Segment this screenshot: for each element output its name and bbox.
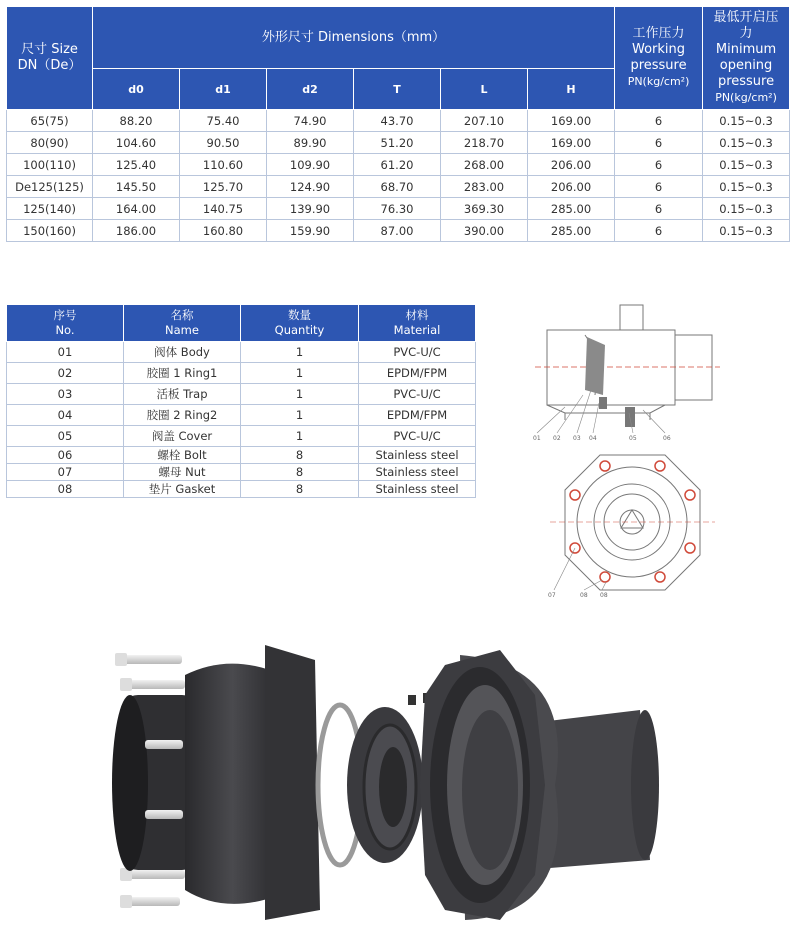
table-cell: 6 bbox=[615, 220, 703, 242]
table-cell: Stainless steel bbox=[359, 464, 476, 481]
table-row bbox=[7, 110, 790, 132]
table-cell: 8 bbox=[241, 464, 359, 481]
front-label-07: 07 bbox=[548, 592, 556, 599]
table-cell: 61.20 bbox=[354, 154, 441, 176]
table-cell: 6 bbox=[615, 176, 703, 198]
valve-front-drawing bbox=[540, 450, 720, 600]
table-cell: 0.15~0.3 bbox=[703, 198, 790, 220]
table-cell: 74.90 bbox=[267, 110, 354, 132]
table-cell: 186.00 bbox=[93, 220, 180, 242]
dimensions-table bbox=[6, 6, 790, 242]
table-cell: PVC-U/C bbox=[359, 342, 476, 363]
col-h: H bbox=[528, 69, 615, 110]
col-d2: d2 bbox=[267, 69, 354, 110]
table-row bbox=[7, 405, 476, 426]
col-d0: d0 bbox=[93, 69, 180, 110]
table-cell: EPDM/FPM bbox=[359, 405, 476, 426]
table-cell: 75.40 bbox=[180, 110, 267, 132]
table-cell: 140.75 bbox=[180, 198, 267, 220]
name-header: 名称 Name bbox=[124, 305, 241, 342]
table-cell: 43.70 bbox=[354, 110, 441, 132]
min-opening-pressure-header: 最低开启压 力 Minimum opening pressure PN(kg/cm²) bbox=[703, 7, 790, 110]
table-cell: 145.50 bbox=[93, 176, 180, 198]
table-cell: 04 bbox=[7, 405, 124, 426]
front-label-08b: 08 bbox=[600, 592, 608, 599]
table-cell: 207.10 bbox=[441, 110, 528, 132]
table-row bbox=[7, 447, 476, 464]
table-cell: 03 bbox=[7, 384, 124, 405]
table-cell: 169.00 bbox=[528, 132, 615, 154]
table-cell: 0.15~0.3 bbox=[703, 132, 790, 154]
table-cell: PVC-U/C bbox=[359, 384, 476, 405]
table-row bbox=[7, 220, 790, 242]
table-cell: 02 bbox=[7, 363, 124, 384]
table-cell: 110.60 bbox=[180, 154, 267, 176]
table-cell: 109.90 bbox=[267, 154, 354, 176]
table-cell: 124.90 bbox=[267, 176, 354, 198]
table-cell: 螺母 Nut bbox=[124, 464, 241, 481]
table-cell: 104.60 bbox=[93, 132, 180, 154]
table-cell: 1 bbox=[241, 363, 359, 384]
valve-section-drawing bbox=[525, 295, 725, 445]
table-cell: 垫片 Gasket bbox=[124, 481, 241, 498]
table-cell: 68.70 bbox=[354, 176, 441, 198]
table-cell: 150(160) bbox=[7, 220, 93, 242]
section-label-02: 02 bbox=[553, 435, 561, 442]
table-cell: 8 bbox=[241, 481, 359, 498]
table-cell: 125(140) bbox=[7, 198, 93, 220]
table-cell: 6 bbox=[615, 132, 703, 154]
table-cell: 6 bbox=[615, 154, 703, 176]
table-cell: 1 bbox=[241, 405, 359, 426]
table-cell: 283.00 bbox=[441, 176, 528, 198]
table-cell: 06 bbox=[7, 447, 124, 464]
section-label-03: 03 bbox=[573, 435, 581, 442]
table-cell: 285.00 bbox=[528, 220, 615, 242]
table-cell: 0.15~0.3 bbox=[703, 220, 790, 242]
table-cell: 139.90 bbox=[267, 198, 354, 220]
table-row bbox=[7, 363, 476, 384]
table-cell: 87.00 bbox=[354, 220, 441, 242]
table-cell: 胶圈 1 Ring1 bbox=[124, 363, 241, 384]
table-cell: 1 bbox=[241, 426, 359, 447]
table-cell: EPDM/FPM bbox=[359, 363, 476, 384]
table-cell: 01 bbox=[7, 342, 124, 363]
table-cell: 05 bbox=[7, 426, 124, 447]
table-cell: 螺栓 Bolt bbox=[124, 447, 241, 464]
dimensions-header: 外形尺寸 Dimensions（mm） bbox=[93, 7, 615, 69]
table-cell: 164.00 bbox=[93, 198, 180, 220]
front-label-08a: 08 bbox=[580, 592, 588, 599]
table-cell: 285.00 bbox=[528, 198, 615, 220]
table-cell: 阀体 Body bbox=[124, 342, 241, 363]
col-t: T bbox=[354, 69, 441, 110]
table-cell: 169.00 bbox=[528, 110, 615, 132]
table-cell: 218.70 bbox=[441, 132, 528, 154]
table-cell: 125.70 bbox=[180, 176, 267, 198]
table-cell: 胶圈 2 Ring2 bbox=[124, 405, 241, 426]
table-cell: 90.50 bbox=[180, 132, 267, 154]
table-row bbox=[7, 384, 476, 405]
table-row bbox=[7, 481, 476, 498]
valve-body-part bbox=[420, 650, 659, 920]
material-header: 材料 Material bbox=[359, 305, 476, 342]
dimensions-table-body bbox=[7, 110, 790, 242]
table-row bbox=[7, 198, 790, 220]
valve-exploded-view bbox=[105, 635, 665, 930]
table-cell: PVC-U/C bbox=[359, 426, 476, 447]
table-cell: 1 bbox=[241, 342, 359, 363]
table-row bbox=[7, 154, 790, 176]
table-cell: 100(110) bbox=[7, 154, 93, 176]
table-cell: 76.30 bbox=[354, 198, 441, 220]
section-label-06: 06 bbox=[663, 435, 671, 442]
table-cell: 阀盖 Cover bbox=[124, 426, 241, 447]
table-row bbox=[7, 132, 790, 154]
section-label-05: 05 bbox=[629, 435, 637, 442]
table-cell: Stainless steel bbox=[359, 481, 476, 498]
table-cell: 159.90 bbox=[267, 220, 354, 242]
table-cell: 125.40 bbox=[93, 154, 180, 176]
table-cell: 51.20 bbox=[354, 132, 441, 154]
parts-table-body bbox=[7, 342, 476, 498]
table-row bbox=[7, 342, 476, 363]
table-cell: De125(125) bbox=[7, 176, 93, 198]
trap-part bbox=[347, 707, 423, 863]
table-cell: 0.15~0.3 bbox=[703, 110, 790, 132]
table-cell: 6 bbox=[615, 110, 703, 132]
table-cell: 65(75) bbox=[7, 110, 93, 132]
table-cell: 268.00 bbox=[441, 154, 528, 176]
quantity-header: 数量 Quantity bbox=[241, 305, 359, 342]
table-cell: 08 bbox=[7, 481, 124, 498]
table-row bbox=[7, 176, 790, 198]
table-row bbox=[7, 464, 476, 481]
section-label-01: 01 bbox=[533, 435, 541, 442]
table-cell: 0.15~0.3 bbox=[703, 154, 790, 176]
table-cell: 6 bbox=[615, 198, 703, 220]
size-header: 尺寸 Size DN（De） bbox=[7, 7, 93, 110]
table-cell: 80(90) bbox=[7, 132, 93, 154]
table-cell: 206.00 bbox=[528, 154, 615, 176]
table-cell: 1 bbox=[241, 384, 359, 405]
table-cell: Stainless steel bbox=[359, 447, 476, 464]
table-cell: 8 bbox=[241, 447, 359, 464]
table-cell: 0.15~0.3 bbox=[703, 176, 790, 198]
parts-table bbox=[6, 304, 476, 498]
col-l: L bbox=[441, 69, 528, 110]
table-cell: 206.00 bbox=[528, 176, 615, 198]
table-cell: 88.20 bbox=[93, 110, 180, 132]
table-cell: 活板 Trap bbox=[124, 384, 241, 405]
col-d1: d1 bbox=[180, 69, 267, 110]
table-cell: 07 bbox=[7, 464, 124, 481]
table-cell: 160.80 bbox=[180, 220, 267, 242]
table-cell: 390.00 bbox=[441, 220, 528, 242]
section-label-04: 04 bbox=[589, 435, 597, 442]
table-cell: 369.30 bbox=[441, 198, 528, 220]
table-cell: 89.90 bbox=[267, 132, 354, 154]
table-row bbox=[7, 426, 476, 447]
nut-small bbox=[408, 695, 416, 705]
working-pressure-header: 工作压力 Working pressure PN(kg/cm²) bbox=[615, 7, 703, 110]
no-header: 序号 No. bbox=[7, 305, 124, 342]
